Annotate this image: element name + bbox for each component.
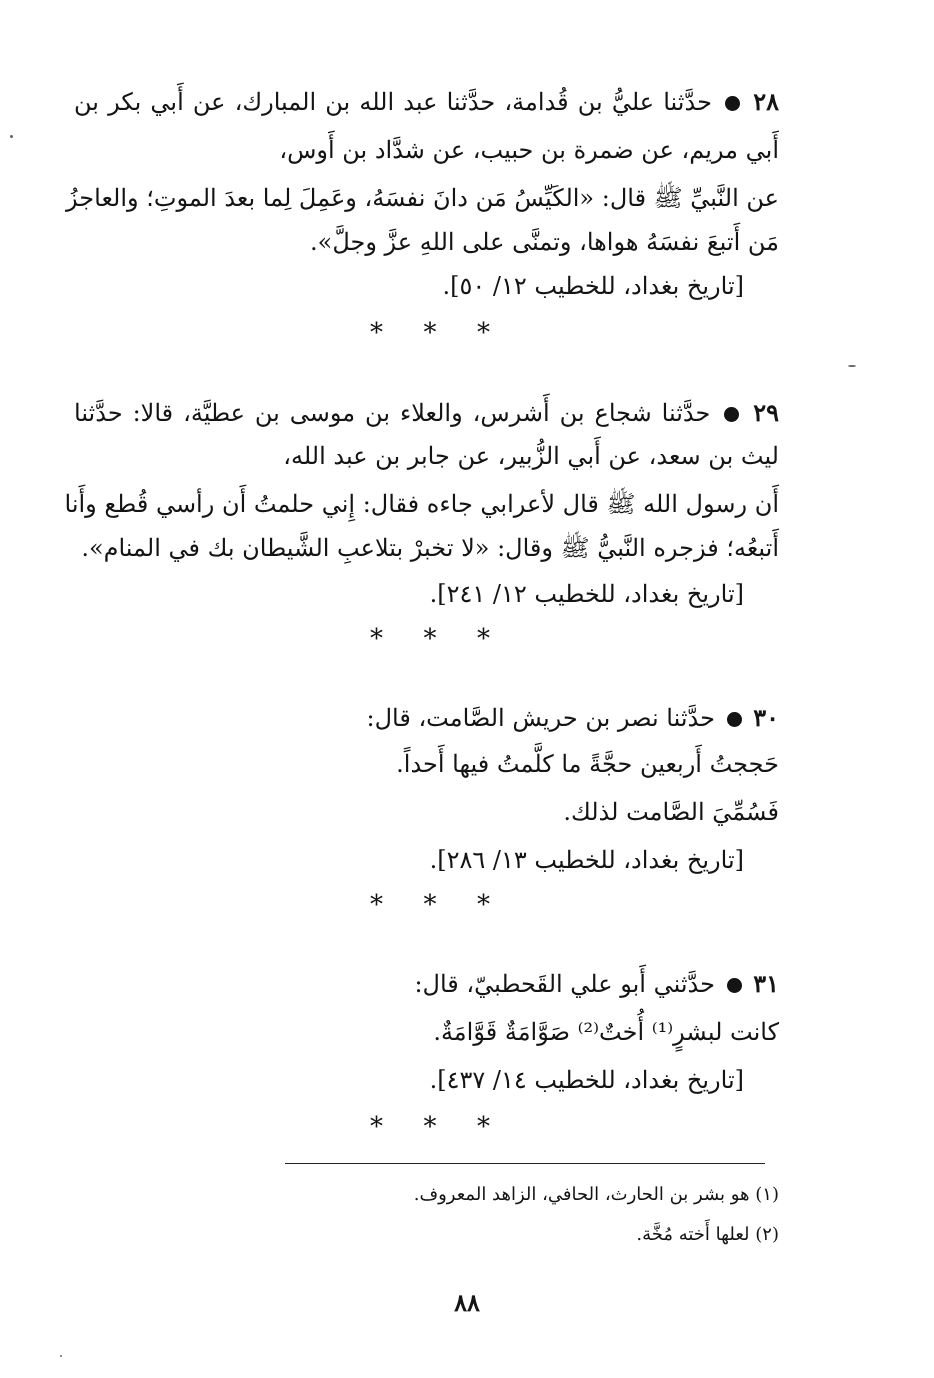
bullet-icon (725, 96, 740, 111)
entry-31-line-2: كانت لبشرٍ⁽¹⁾ أُختٌ⁽²⁾ صَوَّامَةٌ قَوَّامَةٌ. (433, 1018, 779, 1046)
separator-stars (370, 318, 490, 348)
star-icon: * (423, 318, 437, 348)
footnote-divider (285, 1163, 765, 1164)
entry-number: ٢٨ (753, 87, 779, 116)
entry-29-line-2: ليث بن سعد، عن أَبي الزُّبير، عن جابر بن عبد الله، (283, 442, 779, 470)
star-icon: * (477, 318, 490, 348)
scan-speck (10, 135, 13, 138)
star-icon: * (423, 1112, 437, 1142)
entry-28-source: [تاريخ بغداد، للخطيب ١٢/ ٥٠]. (442, 272, 744, 300)
star-icon: * (477, 624, 490, 654)
entry-29-line-4: أَتبعُه؛ فزجره النَّبيُّ ﷺ وقال: «لا تخبرْ بتلاعبِ الشَّيطان بك في المنام». (81, 534, 779, 562)
entry-30-source: [تاريخ بغداد، للخطيب ١٣/ ٢٨٦]. (429, 846, 744, 874)
bullet-icon (727, 978, 742, 993)
entry-30-line-3: فَسُمِّيَ الصَّامت لذلك. (563, 798, 779, 826)
star-icon: * (370, 890, 383, 920)
entry-31-line-1: ٣١ حدَّثني أَبو علي القَحطبيّ، قال: (414, 969, 779, 998)
entry-28-line-3: عن النَّبيِّ ﷺ قال: «الكَيِّسُ مَن دانَ نفسَهُ، وعَمِلَ لِما بعدَ الموتِ؛ والعاجزُ (66, 184, 779, 212)
star-icon: * (370, 1112, 383, 1142)
separator-stars (370, 624, 490, 654)
entry-30-line-2: حَججتُ أَربعين حجَّةً ما كلَّمتُ فيها أَحداً. (396, 750, 779, 778)
scan-speck (848, 365, 856, 367)
star-icon: * (423, 624, 437, 654)
entry-number: ٢٩ (753, 398, 779, 427)
separator-stars (370, 890, 490, 920)
entry-31-source: [تاريخ بغداد، للخطيب ١٤/ ٤٣٧]. (429, 1066, 744, 1094)
separator-stars (370, 1112, 490, 1142)
entry-29-line-1: ٢٩ حدَّثنا شجاع بن أَشرس، والعلاء بن موسى بن عطيَّة، قالا: حدَّثنا (74, 398, 779, 427)
entry-30-line-1: ٣٠ حدَّثنا نصر بن حريش الصَّامت، قال: (366, 703, 779, 732)
footnote-1: (١) هو بشر بن الحارث، الحافي، الزاهد المعروف. (413, 1184, 779, 1205)
star-icon: * (423, 890, 437, 920)
entry-number: ٣١ (753, 969, 779, 998)
entry-28-line-4: مَن أَتبعَ نفسَهُ هواها، وتمنَّى على اللهِ عزَّ وجلَّ». (310, 228, 779, 256)
star-icon: * (370, 318, 383, 348)
star-icon: * (477, 890, 490, 920)
scan-speck (60, 1355, 62, 1357)
star-icon: * (477, 1112, 490, 1142)
entry-29-source: [تاريخ بغداد، للخطيب ١٢/ ٢٤١]. (429, 580, 744, 608)
bullet-icon (724, 407, 739, 422)
entry-29-line-3: أَن رسول الله ﷺ قال لأعرابي جاءه فقال: إِني حلمتُ أَن رأسي قُطع وأَنا (64, 490, 779, 518)
entry-28-line-2: أَبي مريم، عن ضمرة بن حبيب، عن شدَّاد بن أَوس، (279, 136, 779, 164)
footnote-2: (٢) لعلها أَخته مُخَّة. (636, 1224, 779, 1245)
entry-28-line-1: ٢٨ حدَّثنا عليُّ بن قُدامة، حدَّثنا عبد الله بن المبارك، عن أَبي بكر بن (74, 87, 779, 116)
page-number: ٨٨ (454, 1288, 480, 1317)
star-icon: * (370, 624, 383, 654)
entry-number: ٣٠ (753, 703, 779, 732)
bullet-icon (727, 712, 742, 727)
